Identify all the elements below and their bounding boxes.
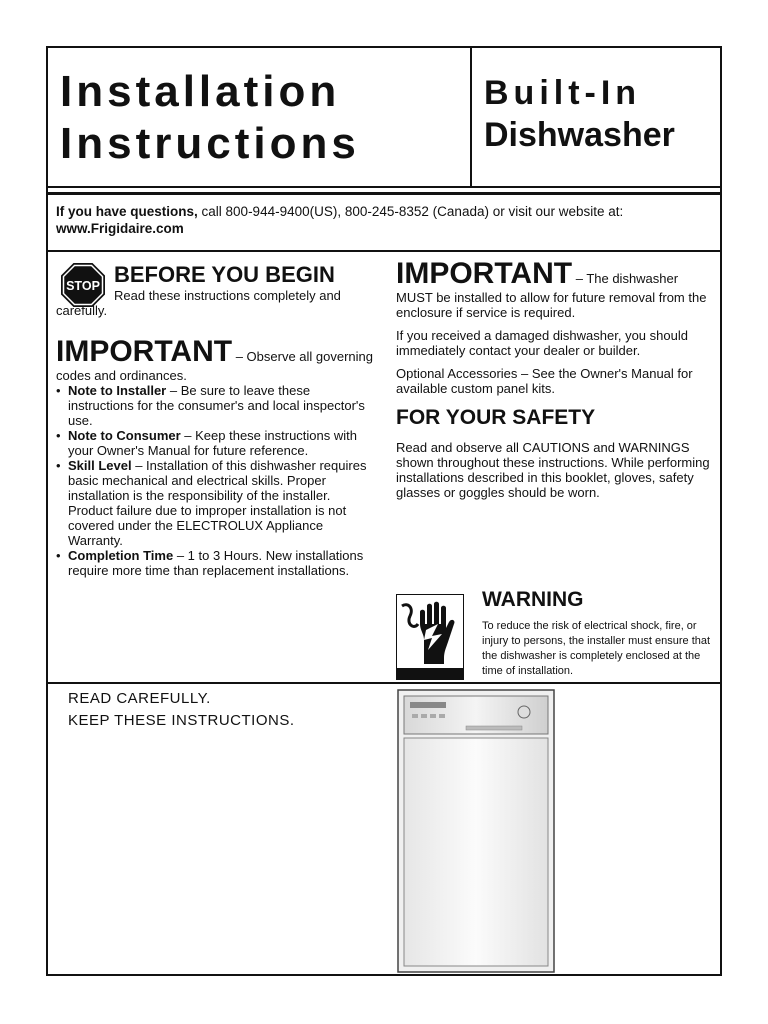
- safety-text: Read and observe all CAUTIONS and WARNINGS shown throughout these instructions. While performing installations described in this booklet, gloves, safety glasses or goggles should be worn.: [396, 440, 710, 500]
- important-bullets: [56, 383, 378, 578]
- warning-text: To reduce the risk of electrical shock, fire, or injury to persons, the installer must ensure that the dishwasher is completely enclosed at the time of installation.: [482, 620, 711, 677]
- before-you-begin-heading: BEFORE YOU BEGIN: [114, 262, 335, 287]
- read-carefully-note: [68, 688, 295, 732]
- important-right-heading: IMPORTANT: [396, 257, 573, 290]
- bullet-note-installer: [56, 383, 378, 428]
- electrical-shock-icon: [396, 594, 464, 680]
- important-right-section: [396, 258, 714, 320]
- safety-heading: FOR YOUR SAFETY: [396, 406, 596, 429]
- bullet-text: – 1 to 3 Hours. New installations require more time than replacement installations.: [68, 548, 364, 578]
- header-rule: [48, 186, 720, 188]
- contact-rule: [48, 250, 720, 252]
- bullet-text: – Be sure to leave these instructions for the consumer's and local inspector's use.: [68, 383, 365, 428]
- title-line-2: Instructions: [60, 119, 360, 168]
- contact-text: call 800-944-9400(US), 800-245-8352 (Canada) or visit our website at:: [197, 204, 624, 219]
- header: [48, 48, 720, 188]
- title-line-1: Installation: [60, 67, 341, 116]
- bullet-text: – Installation of this dishwasher requires basic mechanical and electrical skills. Proper installation is the responsibility of the installer. Product failure due to improper installation is not covered under the ELECTROLUX Appliance Warranty.: [68, 458, 367, 548]
- keep-instructions-line: KEEP THESE INSTRUCTIONS.: [68, 712, 295, 729]
- bullet-term: Note to Consumer: [68, 428, 181, 443]
- bullet-completion-time: [56, 548, 378, 578]
- contact-info: [56, 203, 706, 237]
- bullet-note-consumer: [56, 428, 378, 458]
- bullet-skill-level: [56, 458, 378, 548]
- read-carefully-line: READ CAREFULLY.: [68, 690, 211, 707]
- product-line-1: Built-In: [484, 74, 642, 112]
- before-you-begin-text: Read these instructions completely and carefully.: [56, 288, 341, 318]
- bullet-term: Note to Installer: [68, 383, 167, 398]
- damaged-notice: If you received a damaged dishwasher, you should immediately contact your dealer or builder.: [396, 328, 688, 358]
- header-divider: [470, 48, 472, 188]
- bullet-term: Completion Time: [68, 548, 174, 563]
- website-link[interactable]: www.Frigidaire.com: [56, 221, 184, 236]
- product-line-2: Dishwasher: [484, 116, 675, 154]
- document-title: [60, 66, 360, 170]
- contact-lead: If you have questions,: [56, 204, 198, 219]
- bullet-term: Skill Level: [68, 458, 132, 473]
- important-lead: – Observe all governing codes and ordinances.: [56, 349, 374, 383]
- bullet-text: – Keep these instructions with your Owner's Manual for future reference.: [68, 428, 357, 458]
- important-right-text: – The dishwasher MUST be installed to allow for future removal from the enclosure if service is required.: [396, 271, 707, 320]
- optional-accessories: Optional Accessories – See the Owner's Manual for available custom panel kits.: [396, 366, 693, 396]
- warning-heading: WARNING: [482, 588, 584, 611]
- section-rule: [48, 682, 720, 684]
- important-left-section: [56, 336, 378, 578]
- header-rule-thick: [48, 192, 720, 195]
- dishwasher-illustration: [396, 688, 556, 974]
- page-frame: [46, 46, 722, 976]
- stop-sign-label: STOP: [66, 279, 100, 293]
- product-title: [484, 72, 675, 156]
- important-heading: IMPORTANT: [56, 335, 233, 368]
